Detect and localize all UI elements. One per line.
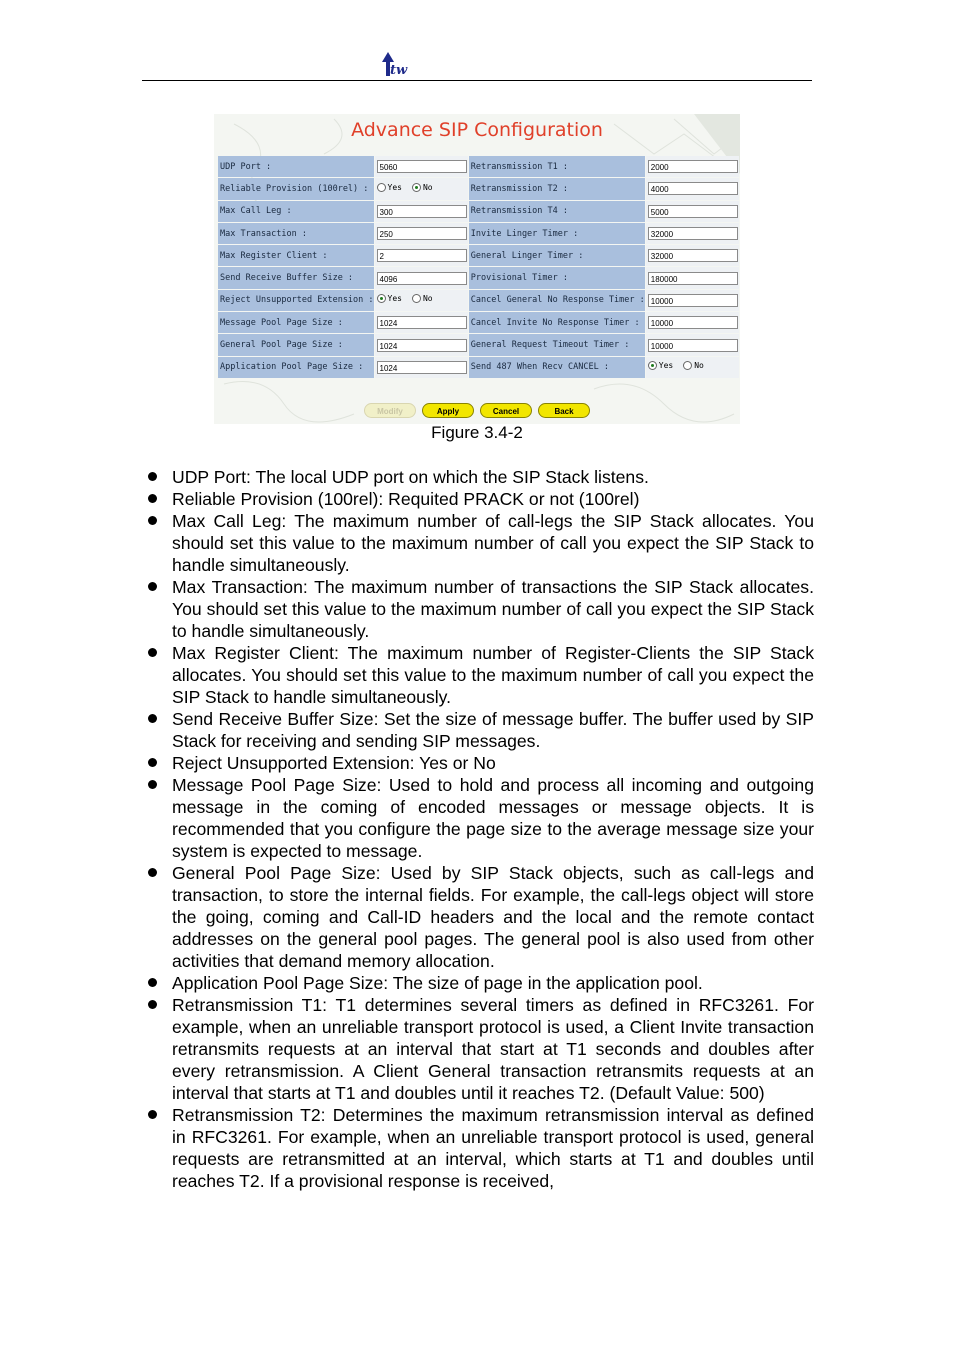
config-row [218,223,739,244]
text-input[interactable]: 5000 [648,205,738,218]
radio-label: Yes [387,294,402,304]
field-label: Message Pool Page Size : [218,312,374,333]
bullet-item: Retransmission T2: Determines the maximum retransmission interval as defined in RFC3261. For example, when an unreliable transport protocol is used, general requests are retransmitted at an interval, which starts at T1 and doubles until reaches T2. If a provisional response is received, [142,1104,814,1192]
field-value-cell [375,312,468,333]
radio-button-icon[interactable] [412,183,421,192]
field-value-cell [375,245,468,266]
radio-button-icon[interactable] [377,183,386,192]
radio-label: No [694,361,704,371]
config-row [218,245,739,266]
back-button[interactable]: Back [538,403,590,418]
radio-button-icon[interactable] [377,294,386,303]
radio-label: No [422,182,433,192]
field-value-cell [646,334,739,355]
text-input[interactable]: 2000 [648,160,738,173]
header-divider [142,80,812,81]
text-input[interactable]: 1024 [377,316,467,329]
radio-label: Yes [387,182,402,192]
radio-group [375,290,468,311]
bullet-item: Max Transaction: The maximum number of transactions the SIP Stack allocates. You should set this value to the maximum number of call you expect the SIP Stack to handle simultaneously. [142,576,814,642]
config-table [217,155,740,379]
text-input[interactable]: 1024 [377,361,467,374]
field-value-cell [646,312,739,333]
text-input[interactable]: 300 [377,205,467,218]
config-row [218,312,739,333]
field-value-cell [375,357,468,378]
field-value-cell [646,290,739,311]
field-value-cell [375,267,468,288]
radio-no[interactable] [412,183,433,192]
radio-yes[interactable] [648,361,673,370]
advance-sip-configuration-screenshot [214,114,740,424]
text-input[interactable]: 4096 [377,272,467,285]
field-label: Max Call Leg : [218,201,374,222]
field-value-cell [375,334,468,355]
field-label: Cancel Invite No Response Timer : [469,312,645,333]
radio-button-icon[interactable] [683,361,692,370]
text-input[interactable]: 32000 [648,227,738,240]
field-label: Retransmission T1 : [469,156,645,177]
field-label: General Pool Page Size : [218,334,374,355]
bullet-item: Reject Unsupported Extension: Yes or No [142,752,814,774]
config-title: Advance SIP Configuration [351,119,603,141]
svg-text:tw: tw [390,63,408,78]
text-input[interactable]: 2 [377,249,467,262]
radio-label: No [422,294,433,304]
field-label: Application Pool Page Size : [218,357,374,378]
field-label: Reject Unsupported Extension : [218,290,374,311]
radio-label: Yes [658,361,674,371]
config-row [218,290,739,311]
field-label: Reliable Provision (100rel) : [218,178,374,199]
config-row [218,178,739,199]
field-label: UDP Port : [218,156,374,177]
field-value-cell [646,201,739,222]
config-row [218,156,739,177]
field-label: Send Receive Buffer Size : [218,267,374,288]
field-value-cell [375,156,468,177]
text-input[interactable]: 4000 [648,182,738,195]
bullet-item: Application Pool Page Size: The size of page in the application pool. [142,972,814,994]
field-value-cell [375,223,468,244]
text-input[interactable]: 32000 [648,249,738,262]
company-logo [378,50,408,78]
apply-button[interactable]: Apply [422,403,474,418]
bullet-item: Retransmission T1: T1 determines several timers as defined in RFC3261. For example, when an unreliable transport protocol is used, a Client Invite transaction retransmits requests at an interval that start at T1 seconds and doubles after every retransmission. A Client General transaction retransmits requests at an interval that starts at T1 and doubles until it reaches T2. (Default Value: 500) [142,994,814,1104]
radio-button-icon[interactable] [412,294,421,303]
field-label: General Linger Timer : [469,245,645,266]
config-row [218,357,739,378]
field-label: Send 487 When Recv CANCEL : [469,357,645,378]
radio-group [375,178,468,199]
radio-button-icon[interactable] [648,361,657,370]
field-value-cell [646,156,739,177]
field-label: Retransmission T2 : [469,178,645,199]
text-input[interactable]: 1024 [377,339,467,352]
figure-caption: Figure 3.4-2 [431,423,523,442]
field-label: Invite Linger Timer : [469,223,645,244]
radio-group [646,357,739,378]
field-label: Cancel General No Response Timer : [469,290,645,311]
bullet-item: Max Register Client: The maximum number of Register-Clients the SIP Stack allocates. You should set this value to the maximum number of call you expect the SIP Stack to handle simultaneously. [142,642,814,708]
field-label: Provisional Timer : [469,267,645,288]
field-value-cell [375,201,468,222]
field-value-cell [646,178,739,199]
bullet-item: Max Call Leg: The maximum number of call-legs the SIP Stack allocates. You should set this value to the maximum number of call you expect the SIP Stack to handle simultaneously. [142,510,814,576]
text-input[interactable]: 10000 [648,316,738,329]
field-value-cell [646,267,739,288]
radio-no[interactable] [683,361,704,370]
config-row [218,201,739,222]
bullet-item: General Pool Page Size: Used by SIP Stack objects, such as call-legs and transaction, to store the internal fields. For example, the call-legs object will store the going, coming and Call-ID headers and the local and the remote contact addresses on the general pool pages. The general pool is also used from other activities that demand memory allocation. [142,862,814,972]
field-label: Max Register Client : [218,245,374,266]
description-list [142,466,814,1192]
bullet-item: UDP Port: The local UDP port on which the SIP Stack listens. [142,466,814,488]
field-label: Retransmission T4 : [469,201,645,222]
text-input[interactable]: 5060 [377,160,467,173]
radio-yes[interactable] [377,294,402,303]
text-input[interactable]: 10000 [648,339,738,352]
config-row [218,267,739,288]
cancel-button[interactable]: Cancel [480,403,532,418]
bullet-item: Reliable Provision (100rel): Requited PRACK or not (100rel) [142,488,814,510]
radio-yes[interactable] [377,183,402,192]
text-input[interactable]: 250 [377,227,467,240]
modify-button[interactable]: Modify [364,403,416,418]
field-value-cell [646,245,739,266]
bullet-item: Message Pool Page Size: Used to hold and process all incoming and outgoing message in the coming of encoded messages or message objects. It is recommended that you configure the page size to the average message size your system is expected to message. [142,774,814,862]
bullet-item: Send Receive Buffer Size: Set the size of message buffer. The buffer used by SIP Stack for receiving and sending SIP messages. [142,708,814,752]
button-row [364,403,740,419]
radio-no[interactable] [412,294,433,303]
text-input[interactable]: 10000 [648,294,738,307]
field-value-cell [646,223,739,244]
config-row [218,334,739,355]
text-input[interactable]: 180000 [648,272,738,285]
field-label: Max Transaction : [218,223,374,244]
field-label: General Request Timeout Timer : [469,334,645,355]
